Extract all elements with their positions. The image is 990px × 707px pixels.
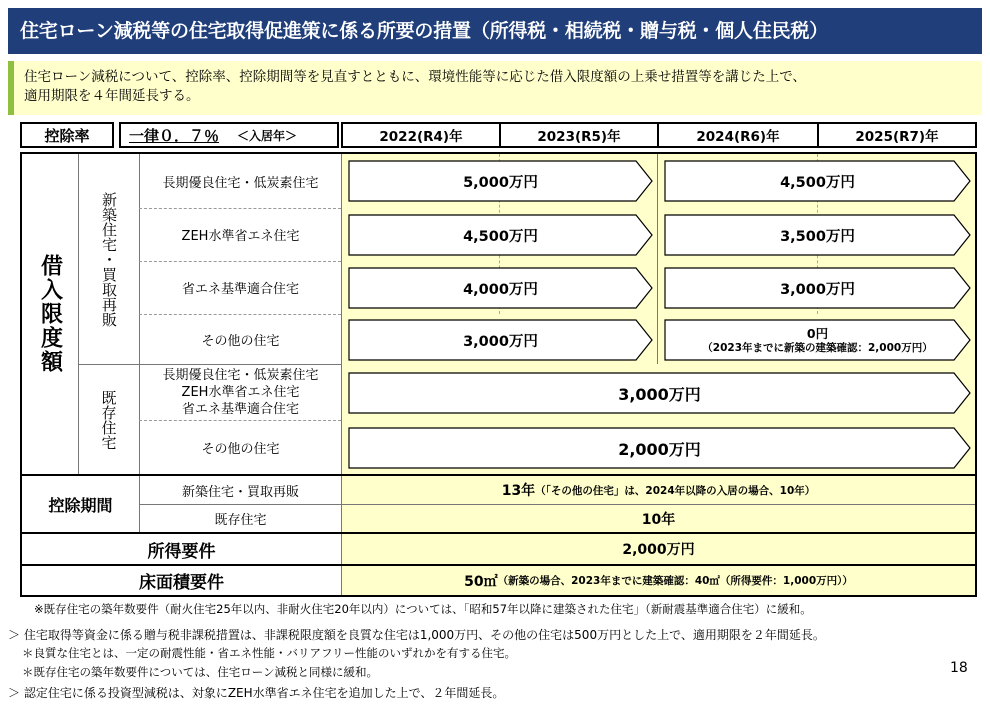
value-arrow-long-life-2024-25 [664, 160, 971, 202]
page-title: 住宅ローン減税等の住宅取得促進策に係る所要の措置（所得税・相続税・贈与税・個人住民税） [8, 8, 982, 54]
value-energy-2024-25: 3,000万円 [780, 281, 855, 298]
value-other-2024-25: 0円 [806, 325, 829, 341]
value-existing-certified: 3,000万円 [618, 384, 701, 404]
existing-housing-group-label: 既存住宅 [99, 389, 118, 450]
existing-certified-line-1: 長期優良住宅・低炭素住宅 [162, 368, 319, 383]
value-arrow-other-2024-25 [664, 319, 971, 361]
deduction-period-existing-label: 既存住宅 [214, 513, 267, 528]
move-in-year-label: ＜入居年＞ [237, 128, 298, 143]
value-arrow-existing-other [348, 427, 971, 469]
year-header-2022: 2022(R4)年 [341, 122, 501, 148]
value-other-2024-25-wrap [664, 319, 971, 361]
floor-area-requirement-value: 50㎡ [464, 573, 498, 590]
value-zeh-2022-23: 4,500万円 [463, 228, 538, 245]
value-zeh-2024-25: 3,500万円 [780, 228, 855, 245]
floor-area-requirement-label: 床面積要件 [139, 573, 224, 593]
bullet-gift-tax: ＞ 住宅取得等資金に係る贈与税非課税措置は、非課税限度額を良質な住宅は1,000万円、その他の住宅は500万円とした上で、適用期限を２年間延長。 [8, 628, 825, 642]
row-label-energy-standard: 省エネ基準適合住宅 [181, 282, 299, 297]
value-existing-other: 2,000万円 [618, 439, 701, 459]
summary-line-2: 適用期限を４年間延長する。 [24, 88, 200, 104]
value-other-2022-23: 3,000万円 [463, 333, 538, 350]
deduction-period-new-value: 13年 [501, 483, 536, 499]
income-requirement-label: 所得要件 [147, 541, 216, 562]
value-energy-2022-23: 4,000万円 [463, 281, 538, 298]
existing-housing-group-cell [79, 365, 139, 474]
summary-box [8, 61, 982, 115]
floor-area-requirement-cell [342, 566, 975, 595]
footnote: ※既存住宅の築年数要件（耐火住宅25年以内、非耐火住宅20年以内）については、「昭和57年以降に建築された住宅」（新耐震基準適合住宅）に緩和。 [34, 602, 812, 616]
borrowing-limit-label: 借入限度額 [37, 254, 63, 374]
existing-certified-line-2: ZEH水準省エネ住宅 [181, 385, 300, 400]
new-housing-group-cell [79, 154, 139, 364]
value-arrow-long-life-2022-23 [348, 160, 653, 202]
value-long-life-2022-23: 5,000万円 [463, 174, 538, 191]
bullet-investment-tax: ＞ 認定住宅に係る投資型減税は、対象にZEH水準省エネ住宅を追加した上で、２年間延長。 [8, 686, 505, 700]
summary-line-1: 住宅ローン減税について、控除率、控除期間等を見直すとともに、環境性能等に応じた借入限度額の上乗せ措置等を講じた上で、 [24, 69, 806, 85]
borrowing-limit-label-cell [22, 154, 78, 474]
deduction-period-existing-value: 10年 [641, 511, 676, 528]
value-arrow-zeh-2024-25 [664, 214, 971, 256]
bullet-quality-housing: ＊良質な住宅とは、一定の耐震性能・省エネ性能・バリアフリー性能のいずれかを有する住宅。 [22, 646, 517, 660]
year-header-2023: 2023(R5)年 [499, 122, 659, 148]
floor-area-requirement-note: （新築の場合、2023年までに建築確認：40㎡（所得要件：1,000万円）） [497, 575, 853, 587]
borrowing-limit-values-bg [341, 154, 975, 474]
value-arrow-existing-certified [348, 372, 971, 414]
new-housing-group-label: 新築住宅・買取再販 [100, 191, 118, 327]
value-arrow-zeh-2022-23 [348, 214, 653, 256]
deduction-period-new-cell [342, 476, 975, 504]
deduction-rate-label: 控除率 [20, 122, 114, 148]
value-other-2024-25-note: （2023年までに新築の建築確認：2,000万円） [702, 341, 933, 354]
value-arrow-energy-2022-23 [348, 267, 653, 309]
row-label-zeh: ZEH水準省エネ住宅 [181, 229, 300, 244]
year-header-2024: 2024(R6)年 [657, 122, 819, 148]
deduction-period-new-note: （「その他の住宅」は、2024年以降の入居の場合、10年） [535, 484, 816, 497]
value-arrow-other-2022-23 [348, 319, 653, 361]
bullet-existing-age: ＊既存住宅の築年数要件については、住宅ローン減税と同様に緩和。 [22, 665, 379, 679]
row-label-existing-other: その他の住宅 [201, 441, 280, 457]
existing-certified-line-3: 省エネ基準適合住宅 [181, 402, 299, 417]
deduction-period-label: 控除期間 [48, 495, 113, 515]
value-arrow-energy-2024-25 [664, 267, 971, 309]
deduction-rate-cell [119, 122, 339, 148]
deduction-rate-value: 一律０．７％ [129, 126, 220, 145]
row-label-existing-certified [140, 365, 341, 420]
value-long-life-2024-25: 4,500万円 [780, 174, 855, 191]
row-label-other: その他の住宅 [201, 333, 280, 349]
page-number: 18 [950, 660, 968, 676]
year-header-2025: 2025(R7)年 [817, 122, 977, 148]
income-requirement-value: 2,000万円 [622, 542, 695, 558]
deduction-period-new-label: 新築住宅・買取再販 [181, 484, 299, 500]
row-label-long-life: 長期優良住宅・低炭素住宅 [162, 175, 319, 191]
